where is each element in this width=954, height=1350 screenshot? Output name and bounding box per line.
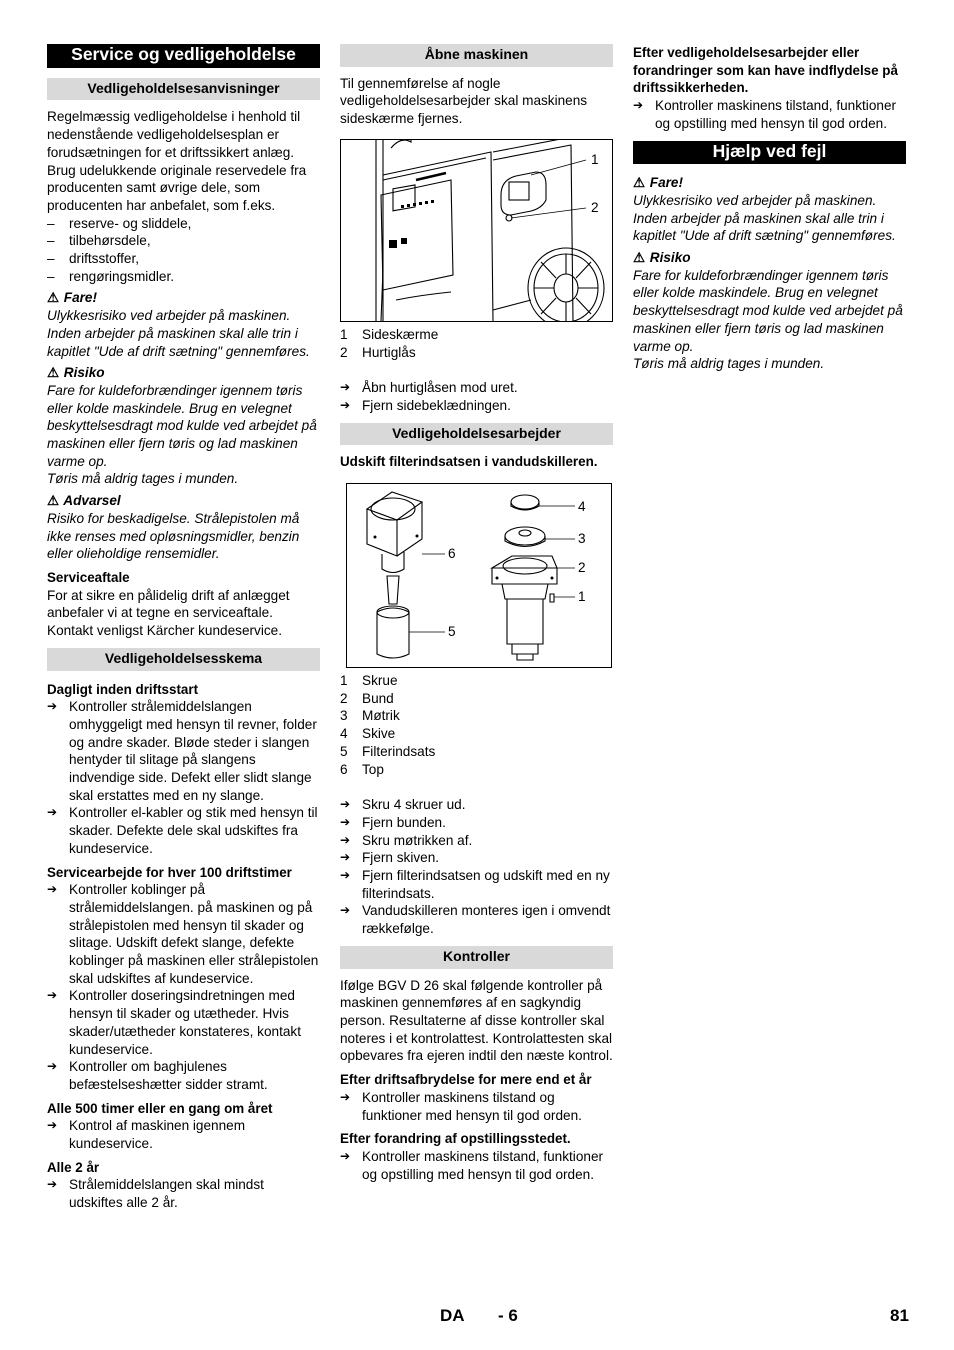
dash-item-text: driftsstoffer, <box>69 251 140 267</box>
step-text: Fjern filterindsatsen og udskift med en ny filterindsats. <box>362 868 610 901</box>
legend-item <box>340 344 613 362</box>
step-text: Kontrol af maskinen igennem kundeservice. <box>69 1118 246 1152</box>
dash-marker: – <box>47 233 55 249</box>
machine-illustration <box>341 140 612 321</box>
h100-heading: Servicearbejde for hver 100 driftstimer <box>47 864 292 880</box>
risiko-heading: ⚠ Risiko <box>47 365 105 381</box>
arrow-icon: ➔ <box>340 397 351 412</box>
step-text: Kontroller doseringsindretningen med hensyn til skader og utætheder. Hvis skader/utætheder konstateres, kontakt kundeservice. <box>69 988 301 1057</box>
step-text: Kontroller koblinger på strålemiddelslangen. på maskinen og på strålepistolen med hensyn til skader og slitage. Udskift defekt slange, defekte koblinger på maskinen eller strålepistolen skal udskiftes af kundeservice. <box>69 882 319 986</box>
step-item <box>340 1148 613 1183</box>
step-item <box>47 804 320 857</box>
step-text: Vandudskilleren monteres igen i omvendt rækkefølge. <box>362 903 611 937</box>
footer-language: DA <box>440 1306 465 1325</box>
arrow-icon: ➔ <box>340 832 351 847</box>
warning-icon: ⚠ <box>633 250 646 266</box>
legend-label: Hurtiglås <box>362 344 416 360</box>
step-item <box>340 796 613 814</box>
section-title-service: Service og vedligeholdelse <box>47 44 320 68</box>
daily-list <box>47 698 320 857</box>
step-item <box>47 1176 320 1211</box>
warning-icon: ⚠ <box>47 365 60 381</box>
arrow-icon: ➔ <box>340 903 351 918</box>
figure-1-legend <box>340 326 613 361</box>
risiko-heading: ⚠ Risiko <box>633 250 691 266</box>
legend-label: Sideskærme <box>362 326 439 342</box>
control-2-heading: Efter forandring af opstillingsstedet. <box>340 1131 571 1147</box>
step-text: Fjern bunden. <box>362 814 446 830</box>
filter-illustration <box>347 484 611 667</box>
callout-2: 2 <box>578 560 586 576</box>
section-title-troubleshooting: Hjælp ved fejl <box>633 141 906 165</box>
dash-item <box>47 268 320 286</box>
legend-item <box>340 672 613 690</box>
column-right <box>633 44 906 373</box>
advarsel-heading: ⚠ Advarsel <box>47 493 121 509</box>
legend-number: 1 <box>340 673 348 689</box>
step-item <box>47 1058 320 1093</box>
column-middle <box>340 44 613 1183</box>
fare-heading: ⚠ Fare! <box>633 175 684 191</box>
risiko-text: Fare for kuldeforbrændinger igennem tøris eller kolde maskindele. Brug en velegnet beskyttelsesdragt mod kulde ved arbejdet på maskinen eller fjern tøris og lad maskinen varme op. <box>633 267 903 354</box>
legend-label: Filterindsats <box>362 743 436 759</box>
arrow-icon: ➔ <box>340 1089 351 1104</box>
dash-marker: – <box>47 215 55 231</box>
column-left <box>47 44 320 1212</box>
arrow-icon: ➔ <box>340 797 351 812</box>
arrow-icon: ➔ <box>47 882 58 897</box>
h500-list <box>47 1117 320 1152</box>
intro-paragraph: Regelmæssig vedligeholdelse i henhold til nedenstående vedligeholdelsesplan er forudsætningen for et driftssikkert anlæg. Brug udelukkende originale reservedele fra producenten samt øvrige dele, som producenten har anbefalet, som f.eks. <box>47 109 307 213</box>
legend-number: 3 <box>340 708 348 724</box>
dash-list <box>47 215 320 286</box>
step-text: Strålemiddelslangen skal mindst udskiftes alle 2 år. <box>69 1177 264 1211</box>
callout-3: 3 <box>578 531 586 547</box>
subsection-title-schedule: Vedligeholdelsesskema <box>47 648 320 671</box>
legend-number: 6 <box>340 761 348 777</box>
legend-label: Skrue <box>362 673 398 689</box>
risiko-text-2: Tøris må aldrig tages i munden. <box>633 356 825 372</box>
warning-icon: ⚠ <box>47 290 60 306</box>
callout-5: 5 <box>448 624 456 640</box>
step-text: Kontroller strålemiddelslangen omhyggeligt med hensyn til revner, folder og andre skader. Bløde steder i slangen hentyder til slitage på slangens indvendige side. Defekt eller slidt slange skal erstattes med en ny slange. <box>69 699 317 803</box>
arrow-icon: ➔ <box>47 699 58 714</box>
step-item <box>47 881 320 987</box>
legend-number: 1 <box>340 326 348 342</box>
arrow-icon: ➔ <box>340 380 351 395</box>
legend-item <box>340 707 613 725</box>
arrow-icon: ➔ <box>340 868 351 883</box>
footer-page-number: 81 <box>890 1306 909 1325</box>
callout-2: 2 <box>591 199 599 215</box>
open-text: Til gennemførelse af nogle vedligeholdelsesarbejder skal maskinens sideskærme fjernes. <box>340 75 588 127</box>
legend-item <box>340 326 613 344</box>
callout-1: 1 <box>578 589 586 605</box>
step-item <box>340 397 613 415</box>
legend-item <box>340 743 613 761</box>
open-steps <box>340 379 613 414</box>
control-2-list <box>340 1148 613 1183</box>
legend-number: 2 <box>340 344 348 360</box>
daily-heading: Dagligt inden driftsstart <box>47 681 199 697</box>
control-3-list <box>633 97 906 132</box>
legend-label: Møtrik <box>362 708 400 724</box>
step-item <box>340 867 613 902</box>
dash-item <box>47 215 320 233</box>
serviceaftale-heading: Serviceaftale <box>47 569 130 585</box>
arrow-icon: ➔ <box>47 1177 58 1192</box>
arrow-icon: ➔ <box>47 1059 58 1074</box>
h100-list <box>47 881 320 1093</box>
figure-machine <box>340 139 613 322</box>
warning-icon: ⚠ <box>633 175 646 191</box>
legend-item <box>340 690 613 708</box>
subsection-title-instructions: Vedligeholdelsesanvisninger <box>47 78 320 101</box>
callout-1: 1 <box>591 151 599 167</box>
step-text: Åbn hurtiglåsen mod uret. <box>362 380 518 396</box>
h500-heading: Alle 500 timer eller en gang om året <box>47 1100 273 1116</box>
dash-item-text: rengøringsmidler. <box>69 268 175 284</box>
step-item <box>340 1089 613 1124</box>
step-text: Fjern sidebeklædningen. <box>362 397 511 413</box>
step-item <box>340 379 613 397</box>
footer-page-local: - 6 <box>498 1306 518 1325</box>
legend-label: Skive <box>362 726 396 742</box>
step-text: Skru møtrikken af. <box>362 832 473 848</box>
step-item <box>47 987 320 1058</box>
step-item <box>633 97 906 132</box>
arrow-icon: ➔ <box>340 850 351 865</box>
step-item <box>47 1117 320 1152</box>
step-text: Kontroller maskinens tilstand, funktioner og opstilling med hensyn til god orden. <box>655 98 897 131</box>
dash-item <box>47 250 320 268</box>
subsection-title-control: Kontroller <box>340 946 613 969</box>
control-3-heading: Efter vedligeholdelsesarbejder eller forandringer som kan have indflydelse på driftssikkerheden. <box>633 45 898 96</box>
legend-item <box>340 761 613 779</box>
warning-icon: ⚠ <box>47 493 60 509</box>
control-1-heading: Efter driftsafbrydelse for mere end et år <box>340 1072 592 1088</box>
subsection-title-work: Vedligeholdelsesarbejder <box>340 423 613 446</box>
figure-2-legend <box>340 672 613 778</box>
dash-item-text: tilbehørsdele, <box>69 233 151 249</box>
step-item <box>340 902 613 937</box>
step-text: Kontroller el-kabler og stik med hensyn til skader. Defekte dele skal udskiftes fra kundeservice. <box>69 805 318 856</box>
legend-number: 5 <box>340 743 348 759</box>
fare-text: Ulykkesrisiko ved arbejder på maskinen. Inden arbejder på maskinen skal alle trin i kapitlet "Ude af drift sætning" gennemføres. <box>47 308 310 359</box>
step-text: Skru 4 skruer ud. <box>362 797 466 813</box>
dash-marker: – <box>47 268 55 284</box>
control-1-list <box>340 1089 613 1124</box>
step-item <box>340 814 613 832</box>
dash-item <box>47 232 320 250</box>
fare-text: Ulykkesrisiko ved arbejder på maskinen. Inden arbejder på maskinen skal alle trin i kapitlet "Ude af drift sætning" gennemføres. <box>633 192 896 244</box>
step-text: Kontroller maskinens tilstand og funktioner med hensyn til god orden. <box>362 1089 582 1123</box>
legend-label: Bund <box>362 690 394 706</box>
filter-steps <box>340 796 613 938</box>
arrow-icon: ➔ <box>47 1118 58 1133</box>
dash-marker: – <box>47 251 55 267</box>
subsection-title-open: Åbne maskinen <box>340 44 613 67</box>
step-item <box>340 849 613 867</box>
arrow-icon: ➔ <box>633 98 644 113</box>
y2-heading: Alle 2 år <box>47 1159 100 1175</box>
figure-filter <box>346 483 612 668</box>
fare-heading: ⚠ Fare! <box>47 290 98 306</box>
serviceaftale-text: For at sikre en pålidelig drift af anlægget anbefaler vi at tegne en serviceaftale. Kontakt venligst Kärcher kundeservice. <box>47 587 290 639</box>
step-text: Kontroller om baghjulenes befæstelseshætter sidder stramt. <box>69 1059 268 1092</box>
control-text: Ifølge BGV D 26 skal følgende kontroller på maskinen gennemføres af en sagkyndig person. Resultaterne af disse kontroller skal noteres i et kontrolattest. Kontrolattesten skal opbevares fra ejeren indtil den næste kontrol. <box>340 977 613 1064</box>
step-text: Fjern skiven. <box>362 850 440 866</box>
y2-list <box>47 1176 320 1211</box>
legend-number: 4 <box>340 726 348 742</box>
callout-4: 4 <box>578 499 586 515</box>
callout-6: 6 <box>448 546 456 562</box>
risiko-text-2: Tøris må aldrig tages i munden. <box>47 471 239 487</box>
arrow-icon: ➔ <box>340 1148 351 1163</box>
step-item <box>47 698 320 804</box>
risiko-text: Fare for kuldeforbrændinger igennem tøris eller kolde maskindele. Brug en velegnet beskyttelsesdragt mod kulde ved arbejdet på maskinen eller fjern tøris og lad maskinen varme op. <box>47 382 317 469</box>
advarsel-text: Risiko for beskadigelse. Strålepistolen må ikke renses med opløsningsmidler, benzin eller olieholdige rensemidler. <box>47 510 300 562</box>
legend-number: 2 <box>340 690 348 706</box>
step-item <box>340 832 613 850</box>
filter-heading: Udskift filterindsatsen i vandudskilleren. <box>340 454 598 470</box>
step-text: Kontroller maskinens tilstand, funktioner og opstilling med hensyn til god orden. <box>362 1148 604 1182</box>
legend-label: Top <box>362 761 384 777</box>
legend-item <box>340 725 613 743</box>
arrow-icon: ➔ <box>47 805 58 820</box>
arrow-icon: ➔ <box>340 814 351 829</box>
arrow-icon: ➔ <box>47 988 58 1003</box>
dash-item-text: reserve- og sliddele, <box>69 215 192 231</box>
